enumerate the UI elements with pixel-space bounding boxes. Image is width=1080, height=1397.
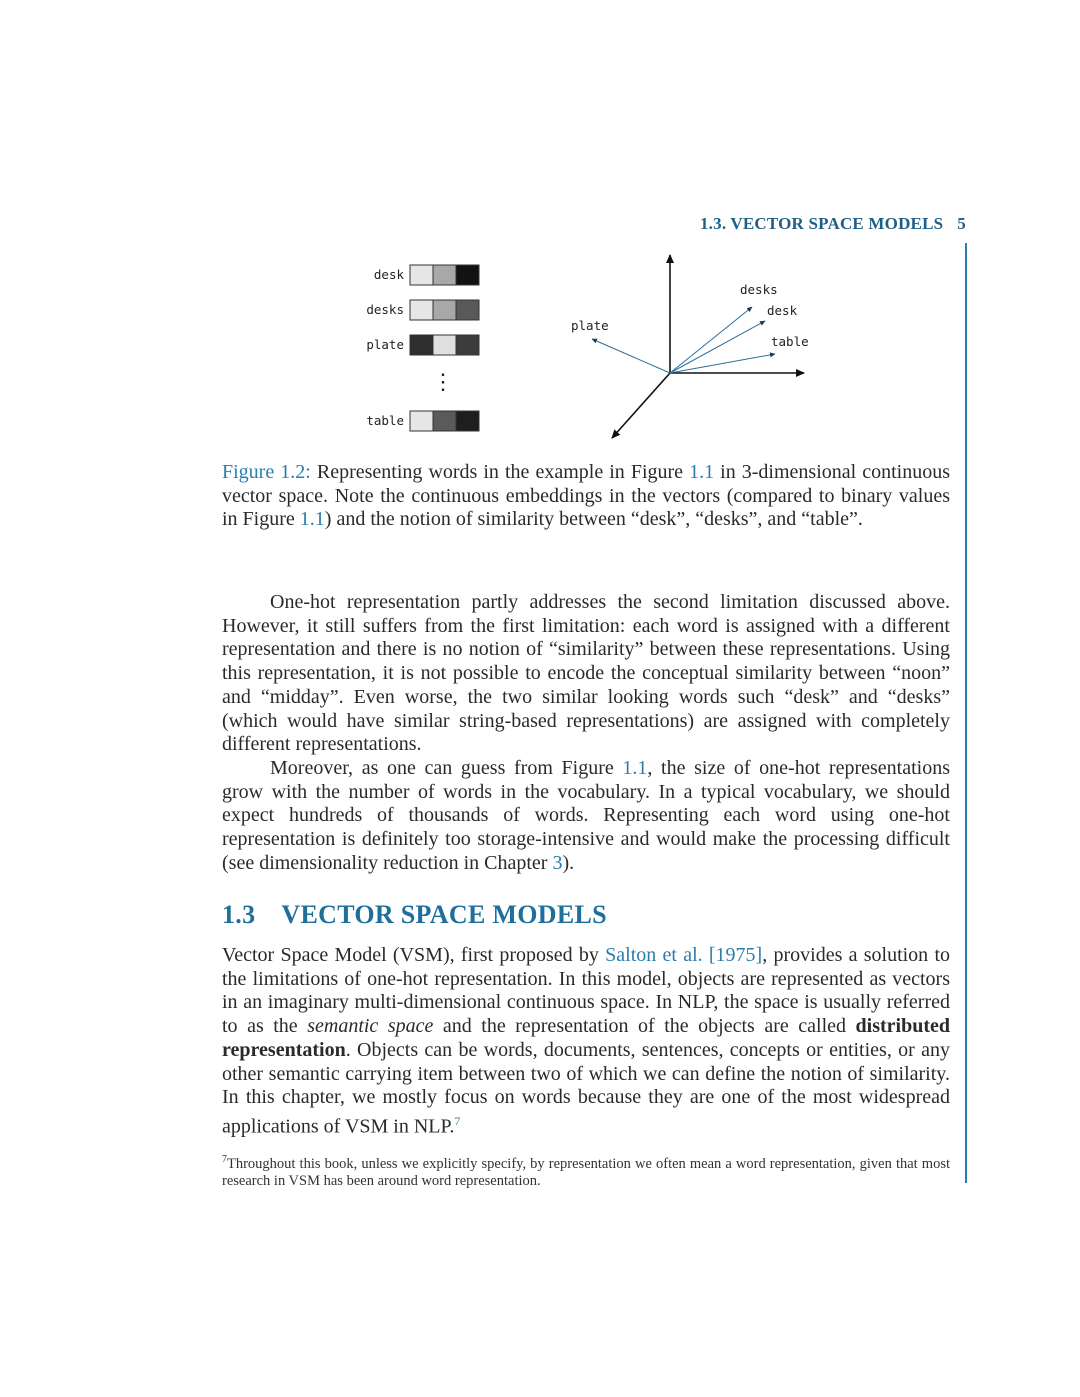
footnote [222,1151,950,1190]
vector-label-desks: desks [366,302,404,317]
caption-text-2: in 3-dimensional continuous vector space. Note the continuous embeddings in the vectors (compared to binary values in Figure [222,461,950,531]
section-number: 1.3 [222,900,256,929]
space-label-table: table [771,334,809,349]
space-label-desks: desks [740,282,778,297]
para3-text-1: Vector Space Model (VSM), first proposed by [222,944,606,966]
section-title: VECTOR SPACE MODELS [281,900,607,929]
para2-text-1: Moreover, as one can guess from Figure [270,756,623,779]
paragraph-one-hot: One-hot representation partly addresses the second limitation discussed above. However, it still suffers from the first limitation: each word is assigned with a different representation and there is no notion of “similarity” between these representations. Using this representation, it is not possible to encode the conceptual similarity between “noon” and “midday”. Even worse, the two similar looking words such “desk” and “desks” (which would have similar string-based representations) are assigned with completely different representations. [222,591,950,756]
para2-figure-ref[interactable]: 1.1 [622,756,648,779]
para3-text-2: , provides a solution to the limitations of one-hot representation. In this model, objects are represented as vectors in an imaginary multi-dimensional continuous space. In NLP, the space is usually referred to as the [222,944,950,1038]
body-paragraphs [222,591,950,875]
paragraph-vsm [222,944,950,1139]
caption-text-3: ) and the notion of similarity between “desk”, “desks”, and “table”. [324,508,863,531]
vector-ellipsis: ⋮ [432,370,454,395]
vector-arrow-plate [592,339,670,373]
vector-arrow-table [670,354,775,373]
vector-cells-desk [410,265,479,285]
para2-text-3: ). [562,851,575,874]
vector-arrow-desk [670,321,765,373]
term-distributed-representation: distributed representation [222,1015,951,1061]
vector-desk-cell-3 [456,265,479,285]
vector-desk-cell-1 [410,265,433,285]
page-number: 5 [957,214,966,233]
vector-plate-cell-1 [410,335,433,355]
section-body [222,944,950,1139]
footnote-marker[interactable]: 7 [454,1113,461,1128]
vector-arrow-desks [670,307,752,373]
vector-plate-cell-3 [456,335,479,355]
vector-desks-cell-1 [410,300,433,320]
vector-table-cell-3 [456,411,479,431]
caption-text-1: Representing words in the example in Figure [310,461,690,483]
vector-label-desk: desk [373,267,404,282]
para3-text-4: . Objects can be words, documents, sentences, concepts or entities, or any other semantic carrying item between two of which we can define the notion of similarity. In this chapter, we mostly focus on words because they are one of the most widespread applications of VSM in NLP. [222,1038,950,1138]
para2-text-2: , the size of one-hot representations grow with the number of words in the vocabulary. In a typical vocabulary, we should expect hundreds of thousands of words. Representing each word using one-hot representation is definitely too storage-intensive and would make the processing difficult (see dimensionality reduction in Chapter [222,756,950,874]
vector-cells-plate [410,335,479,355]
para3-text-3: and the representation of the objects are called [433,1015,856,1038]
paragraph-moreover [222,757,950,876]
vector-desks-cell-3 [456,300,479,320]
footnote-number: 7 [222,1154,227,1165]
vector-label-table: table [366,413,404,428]
caption-figure-ref-2[interactable]: 1.1 [299,508,325,531]
para2-chapter-ref[interactable]: 3 [552,851,563,874]
header-section: 1.3. VECTOR SPACE MODELS [699,214,944,233]
caption-label: Figure 1.2: [222,461,311,483]
footnote-text: Throughout this book, unless we explicitly specify, by representation we often mean a word representation, given that most research in VSM has been around word representation. [222,1155,950,1189]
citation-salton[interactable]: Salton et al. [1975] [605,944,763,966]
figure-1-2 [0,0,1080,460]
vector-desks-cell-2 [433,300,456,320]
vector-cells-table [410,411,479,431]
space-label-plate: plate [571,318,609,333]
vector-cells-desks [410,300,479,320]
vector-plate-cell-2 [433,335,456,355]
figure-caption [222,461,950,532]
term-semantic-space: semantic space [307,1015,434,1038]
vector-label-plate: plate [366,337,404,352]
section-heading [222,900,607,930]
vector-desk-cell-2 [433,265,456,285]
axis-z [612,373,670,438]
vector-table-cell-1 [410,411,433,431]
vector-table-cell-2 [433,411,456,431]
space-label-desk: desk [767,303,798,318]
caption-figure-ref-1[interactable]: 1.1 [689,461,715,483]
